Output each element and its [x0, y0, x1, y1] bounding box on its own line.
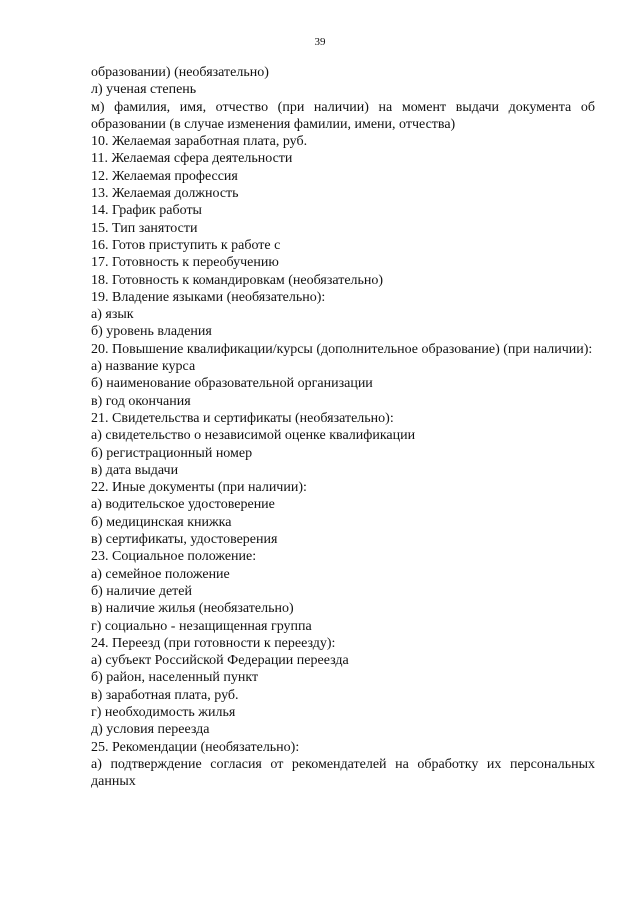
- list-item-13: 13. Желаемая должность: [91, 186, 239, 202]
- list-item-17: 17. Готовность к переобучению: [91, 255, 279, 271]
- sub-item: в) наличие жилья (необязательно): [91, 601, 294, 617]
- list-item-18: 18. Готовность к командировкам (необязательно): [91, 272, 384, 288]
- list-item-24: 24. Переезд (при готовности к переезду):: [91, 635, 336, 651]
- sub-item: б) регистрационный номер: [91, 445, 253, 461]
- sub-item: г) необходимость жилья: [91, 704, 236, 720]
- list-item-22: 22. Иные документы (при наличии):: [91, 480, 307, 496]
- sub-item: а) язык: [91, 307, 134, 323]
- list-item-19: 19. Владение языками (необязательно):: [91, 289, 326, 305]
- sub-item: а) семейное положение: [91, 566, 230, 582]
- list-item-16: 16. Готов приступить к работе с: [91, 237, 281, 253]
- list-item-12: 12. Желаемая профессия: [91, 168, 238, 184]
- sub-item: б) уровень владения: [91, 324, 212, 340]
- sub-item: б) медицинская книжка: [91, 514, 232, 530]
- list-item-23: 23. Социальное положение:: [91, 549, 257, 565]
- sub-item: д) условия переезда: [91, 722, 210, 738]
- sub-item: а) субъект Российской Федерации переезда: [91, 653, 349, 669]
- sub-item: б) район, населенный пункт: [91, 670, 259, 686]
- sub-item: в) сертификаты, удостоверения: [91, 532, 278, 548]
- sub-item: в) год окончания: [91, 393, 191, 409]
- text-line: образовании) (необязательно): [91, 65, 269, 80]
- sub-item: а) свидетельство о независимой оценке квалификации: [91, 428, 416, 444]
- sub-item: а) водительское удостоверение: [91, 497, 275, 513]
- paragraph-m: м) фамилия, имя, отчество (при наличии) на момент выдачи документа об образовании (в случае изменения фамилии, имени, отчества): [91, 99, 595, 132]
- list-item-25: 25. Рекомендации (необязательно):: [91, 739, 300, 755]
- list-item-20: 20. Повышение квалификации/курсы (дополнительное образование) (при наличии):: [91, 341, 593, 357]
- sub-item: в) дата выдачи: [91, 462, 179, 478]
- list-item-10: 10. Желаемая заработная плата, руб.: [91, 134, 308, 150]
- list-item-11: 11. Желаемая сфера деятельности: [91, 151, 293, 167]
- list-item-15: 15. Тип занятости: [91, 220, 198, 236]
- page-number: 39: [314, 36, 326, 48]
- text-line: л) ученая степень: [91, 82, 197, 98]
- list-item-21: 21. Свидетельства и сертификаты (необязательно):: [91, 410, 394, 426]
- list-item-14: 14. График работы: [91, 203, 202, 219]
- sub-item: г) социально - незащищенная группа: [91, 618, 312, 634]
- sub-item: в) заработная плата, руб.: [91, 687, 239, 703]
- sub-item: а) название курса: [91, 359, 196, 375]
- sub-item-25a: а) подтверждение согласия от рекомендателей на обработку их персональных данных: [91, 756, 595, 790]
- sub-item: б) наименование образовательной организации: [91, 376, 373, 392]
- document-body: [91, 64, 595, 790]
- sub-item: б) наличие детей: [91, 583, 193, 599]
